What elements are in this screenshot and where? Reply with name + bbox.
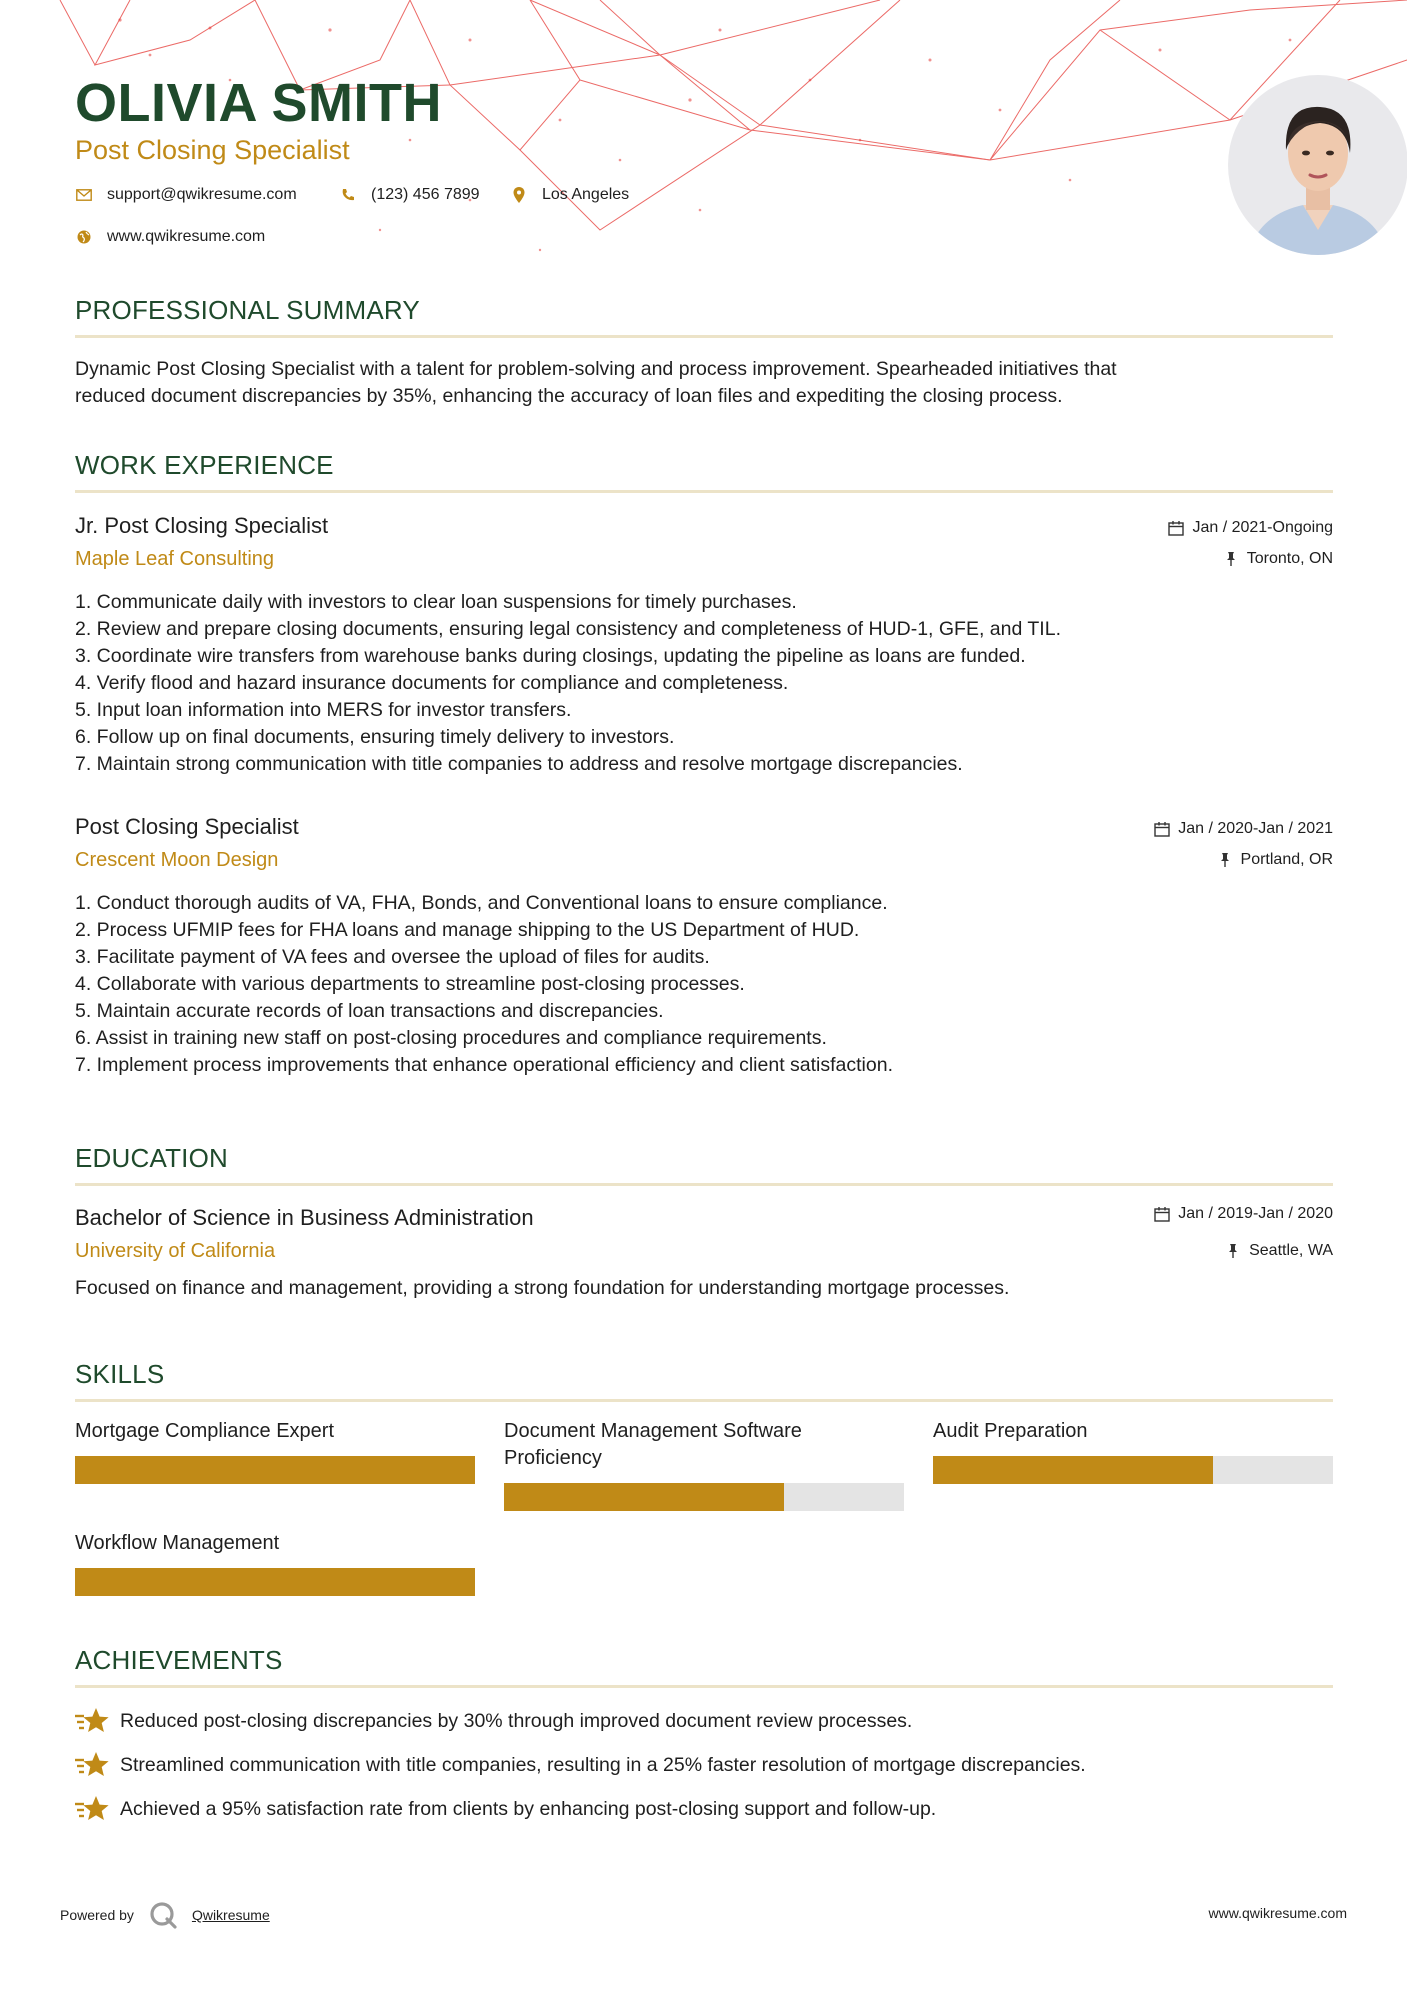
powered-by-label: Powered by bbox=[60, 1907, 134, 1923]
job-bullets bbox=[75, 589, 1061, 778]
achievement-text: Reduced post-closing discrepancies by 30% through improved document review processes. bbox=[120, 1709, 913, 1732]
education-date: Jan / 2019-Jan / 2020 bbox=[1154, 1205, 1333, 1223]
map-pin-icon bbox=[510, 186, 528, 204]
contact-email[interactable] bbox=[75, 186, 297, 204]
footer-powered-by bbox=[60, 1900, 270, 1930]
education-description: Focused on finance and management, providing a strong foundation for understanding mortgage processes. bbox=[75, 1277, 1010, 1299]
phone-text: (123) 456 7899 bbox=[371, 186, 480, 203]
skill-bar bbox=[933, 1456, 1333, 1484]
section-divider bbox=[75, 335, 1333, 338]
globe-icon bbox=[75, 228, 93, 246]
section-divider bbox=[75, 1399, 1333, 1402]
skill-name-continued: Proficiency bbox=[504, 1447, 602, 1469]
job-role: Jr. Post Closing Specialist bbox=[75, 513, 329, 538]
skill-name: Audit Preparation bbox=[933, 1420, 1088, 1442]
job-bullets bbox=[75, 890, 893, 1079]
star-icon bbox=[75, 1794, 109, 1824]
list-item: 6. Follow up on final documents, ensuring timely delivery to investors. bbox=[75, 726, 675, 748]
skill-bar-fill bbox=[504, 1483, 784, 1511]
job-role: Post Closing Specialist bbox=[75, 814, 299, 839]
section-divider bbox=[75, 490, 1333, 493]
skill-bar-fill bbox=[75, 1568, 475, 1596]
summary-section bbox=[75, 295, 1333, 410]
calendar-icon bbox=[1168, 520, 1184, 536]
profile-photo bbox=[1228, 75, 1407, 255]
calendar-icon bbox=[1154, 821, 1170, 837]
contact-phone[interactable] bbox=[339, 186, 480, 204]
list-item: 1. Communicate daily with investors to clear loan suspensions for timely purchases. bbox=[75, 591, 797, 613]
email-text: support@qwikresume.com bbox=[107, 186, 297, 203]
summary-text: Dynamic Post Closing Specialist with a talent for problem-solving and process improvement. Spearheaded initiatives that reduced document discrepancies by 35%, enhancing the accuracy of loan files and expediting the closing process. bbox=[75, 358, 1117, 407]
qwikresume-logo-icon bbox=[148, 1900, 178, 1930]
list-item: 4. Collaborate with various departments to streamline post-closing processes. bbox=[75, 973, 745, 995]
list-item: 7. Maintain strong communication with title companies to address and resolve mortgage discrepancies. bbox=[75, 753, 963, 775]
list-item: 3. Coordinate wire transfers from warehouse banks during closings, updating the pipeline as loans are funded. bbox=[75, 645, 1026, 667]
skill-bar bbox=[75, 1456, 475, 1484]
achievements-section bbox=[75, 1645, 1333, 1688]
achievement-text: Achieved a 95% satisfaction rate from clients by enhancing post-closing support and follow-up. bbox=[120, 1797, 937, 1820]
candidate-title: Post Closing Specialist bbox=[75, 135, 350, 165]
contact-website[interactable] bbox=[75, 228, 265, 246]
job-date: Jan / 2021-Ongoing bbox=[1168, 519, 1333, 537]
skill-item bbox=[933, 1418, 1333, 1445]
section-divider bbox=[75, 1685, 1333, 1688]
job-date: Jan / 2020-Jan / 2021 bbox=[1154, 820, 1333, 838]
candidate-name: OLIVIA SMITH bbox=[75, 73, 442, 133]
degree: Bachelor of Science in Business Administration bbox=[75, 1205, 534, 1230]
skill-bar-fill bbox=[75, 1456, 475, 1484]
contact-location bbox=[510, 186, 629, 204]
calendar-icon bbox=[1154, 1206, 1170, 1222]
list-item: 4. Verify flood and hazard insurance documents for compliance and completeness. bbox=[75, 672, 789, 694]
school: University of California bbox=[75, 1240, 276, 1262]
list-item: 2. Process UFMIP fees for FHA loans and manage shipping to the US Department of HUD. bbox=[75, 919, 860, 941]
pushpin-icon bbox=[1217, 852, 1233, 868]
star-icon bbox=[75, 1750, 109, 1780]
experience-heading: WORK EXPERIENCE bbox=[75, 450, 334, 480]
list-item: 5. Maintain accurate records of loan transactions and discrepancies. bbox=[75, 1000, 664, 1022]
envelope-icon bbox=[75, 186, 93, 204]
skill-bar bbox=[75, 1568, 475, 1596]
website-text: www.qwikresume.com bbox=[107, 228, 266, 245]
job-company: Maple Leaf Consulting bbox=[75, 548, 275, 570]
skill-bar bbox=[504, 1483, 904, 1511]
achievements-heading: ACHIEVEMENTS bbox=[75, 1645, 283, 1675]
location-text: Los Angeles bbox=[542, 186, 630, 203]
list-item: 6. Assist in training new staff on post-closing procedures and compliance requirements. bbox=[75, 1027, 827, 1049]
section-divider bbox=[75, 1183, 1333, 1186]
skill-name: Workflow Management bbox=[75, 1532, 280, 1554]
skill-bar-fill bbox=[933, 1456, 1213, 1484]
skill-name: Document Management Software bbox=[504, 1420, 802, 1442]
summary-heading: PROFESSIONAL SUMMARY bbox=[75, 295, 420, 325]
list-item: 7. Implement process improvements that enhance operational efficiency and client satisfaction. bbox=[75, 1054, 894, 1076]
skill-name: Mortgage Compliance Expert bbox=[75, 1420, 335, 1442]
pushpin-icon bbox=[1223, 551, 1239, 567]
achievement-item bbox=[75, 1750, 1086, 1780]
skill-item bbox=[75, 1530, 475, 1557]
skills-section bbox=[75, 1359, 1333, 1402]
skill-item bbox=[504, 1418, 904, 1472]
education-heading: EDUCATION bbox=[75, 1143, 228, 1173]
job-location: Portland, OR bbox=[1217, 851, 1333, 869]
phone-icon bbox=[339, 186, 357, 204]
education-section bbox=[75, 1143, 1333, 1186]
list-item: 3. Facilitate payment of VA fees and oversee the upload of files for audits. bbox=[75, 946, 710, 968]
achievement-text: Streamlined communication with title companies, resulting in a 25% faster resolution of mortgage discrepancies. bbox=[120, 1753, 1086, 1776]
education-location: Seattle, WA bbox=[1225, 1242, 1333, 1260]
footer-website[interactable]: www.qwikresume.com bbox=[1208, 1905, 1347, 1921]
job-location: Toronto, ON bbox=[1223, 550, 1333, 568]
list-item: 1. Conduct thorough audits of VA, FHA, Bonds, and Conventional loans to ensure compliance. bbox=[75, 892, 888, 914]
skills-heading: SKILLS bbox=[75, 1359, 165, 1389]
achievement-item bbox=[75, 1706, 912, 1736]
skill-item bbox=[75, 1418, 475, 1445]
pushpin-icon bbox=[1225, 1243, 1241, 1259]
qwikresume-link[interactable]: Qwikresume bbox=[191, 1907, 270, 1923]
experience-section bbox=[75, 450, 1333, 493]
star-icon bbox=[75, 1706, 109, 1736]
job-company: Crescent Moon Design bbox=[75, 849, 279, 871]
achievement-item bbox=[75, 1794, 936, 1824]
list-item: 5. Input loan information into MERS for investor transfers. bbox=[75, 699, 572, 721]
list-item: 2. Review and prepare closing documents, ensuring legal consistency and completeness of HUD-1, GFE, and TIL. bbox=[75, 618, 1061, 640]
